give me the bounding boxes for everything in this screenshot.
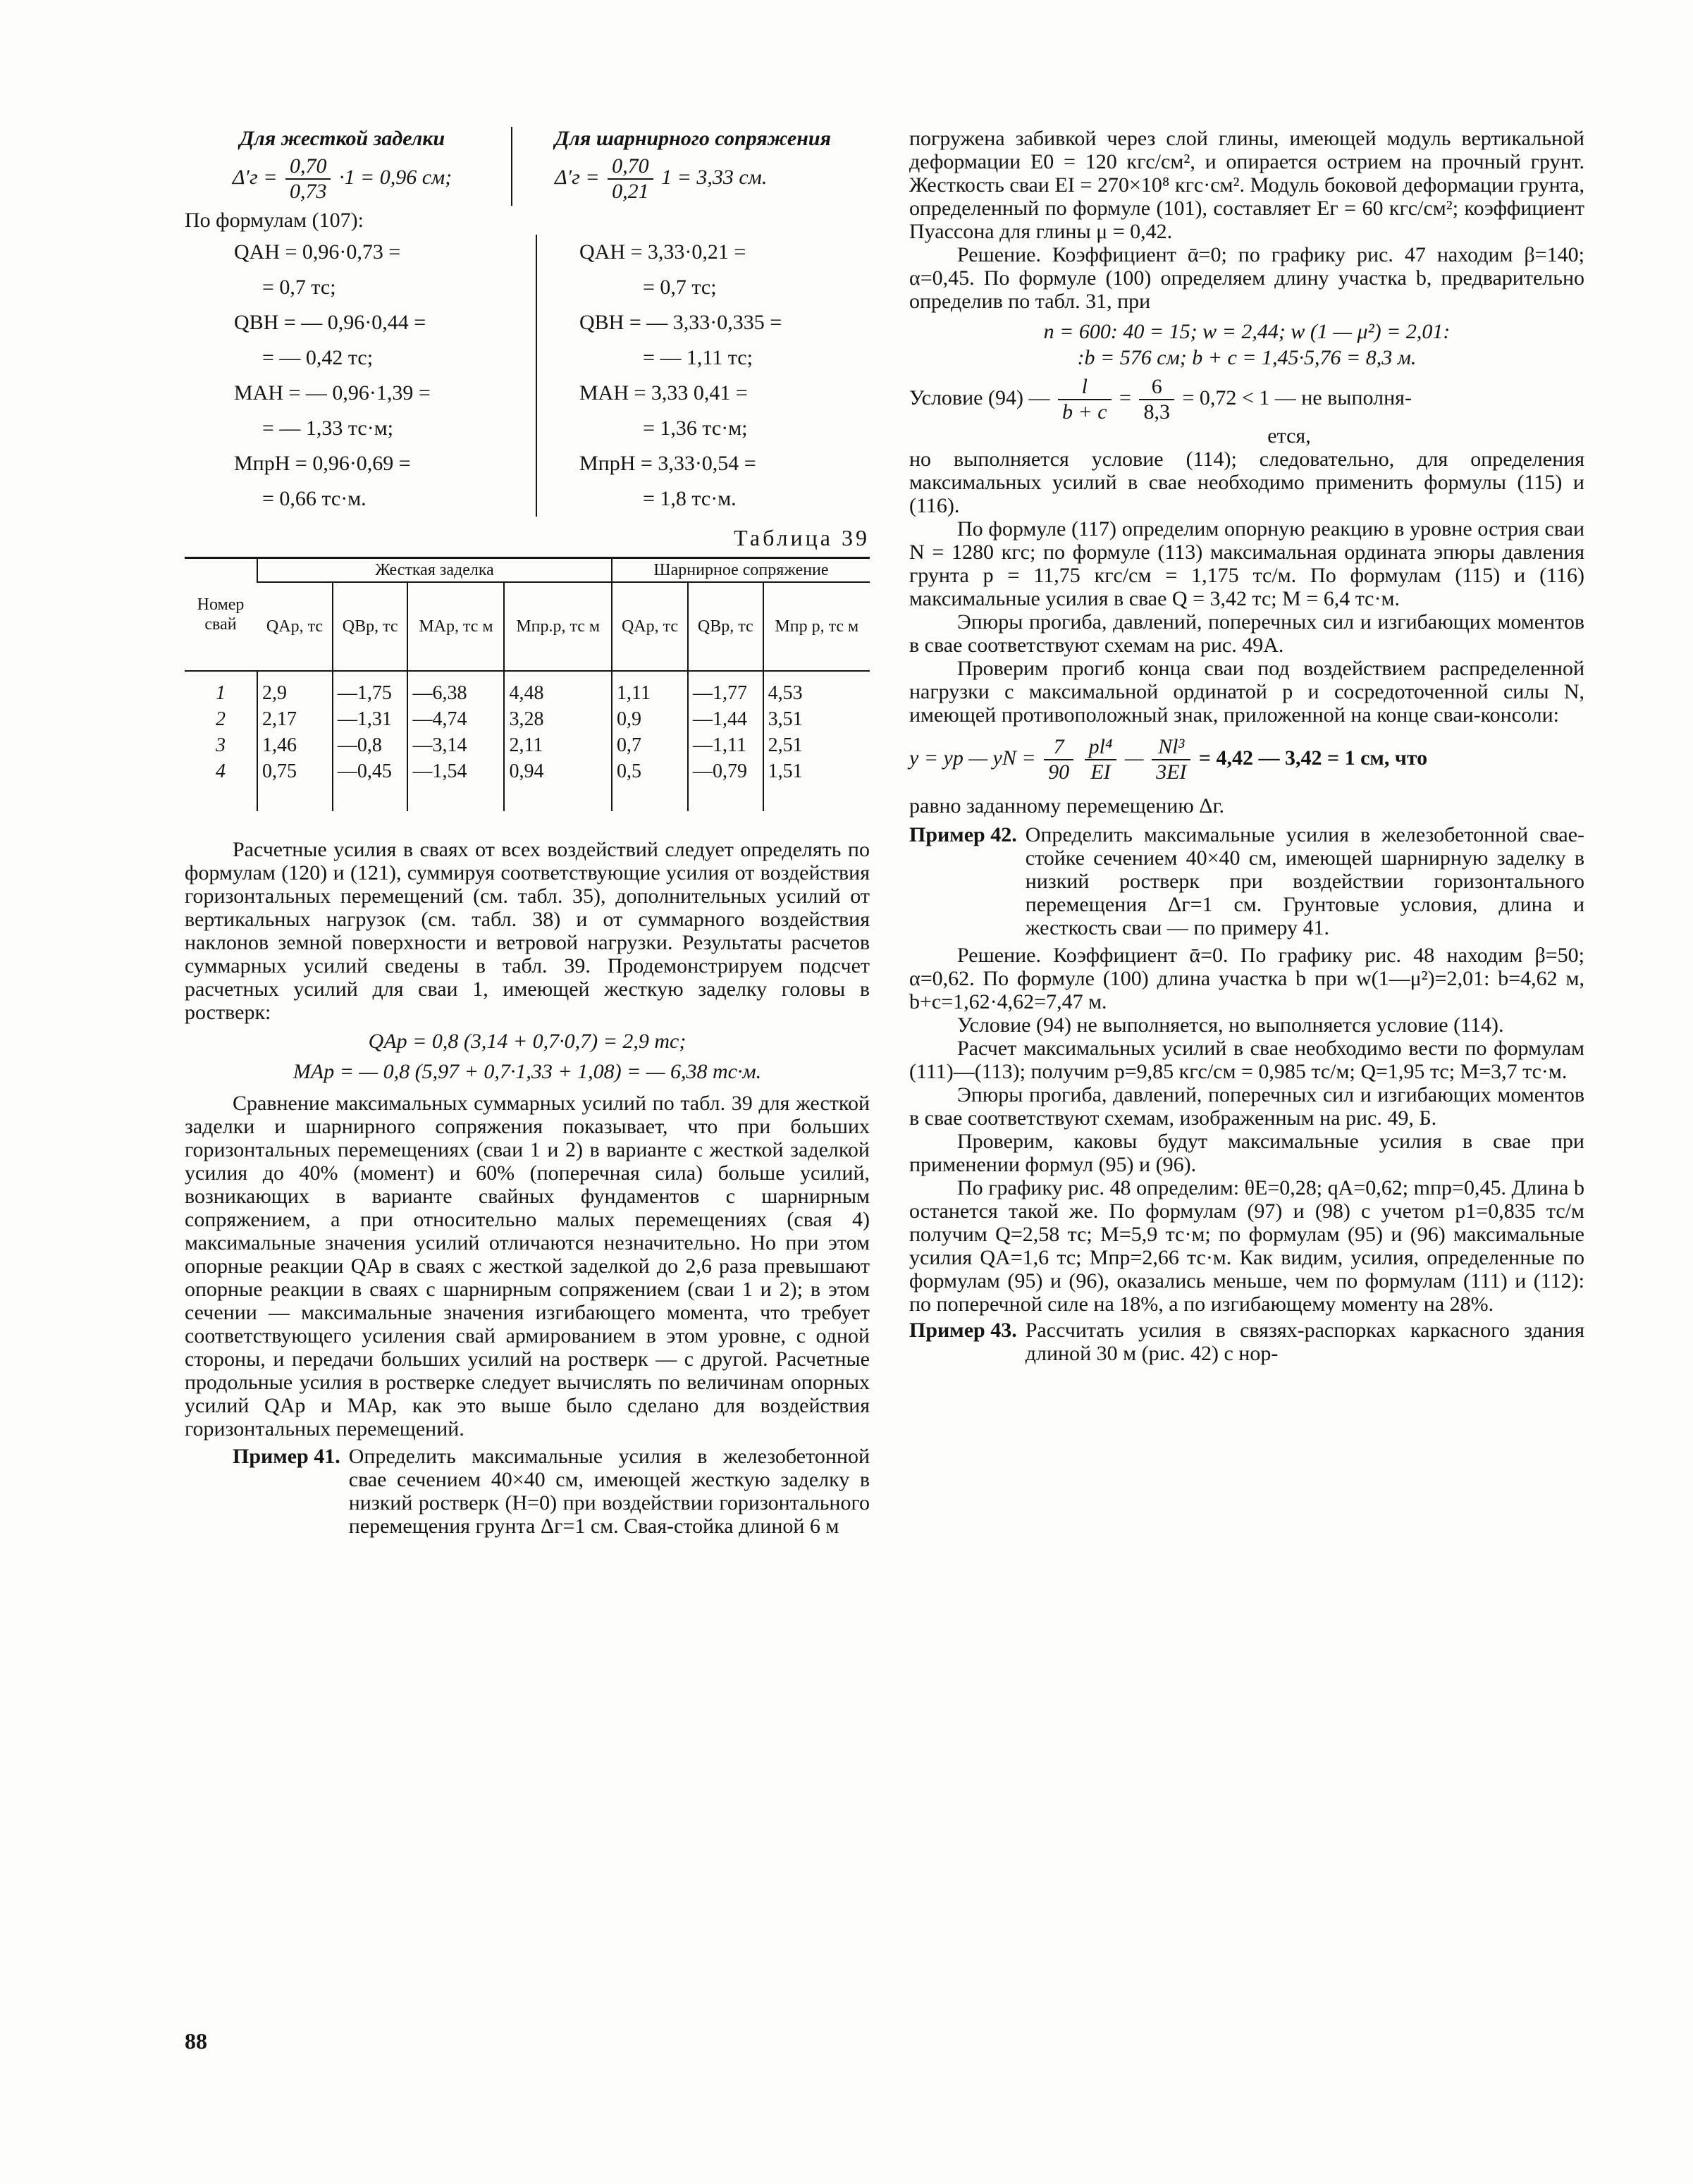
hinged-f-3: = — 1,11 тс;	[643, 346, 753, 369]
paragraph: По формуле (117) определим опорную реакцию в уровне острия сваи N = 1280 кгс; по формуле (113) максимальная ордината эпюры давления грунта p = 11,75 кгс/см = 1,175 тс/м. По формулам (115) и (116) максимальные усилия в свае Q = 3,42 тс; M = 6,4 тс·м.	[909, 517, 1584, 610]
cell: —4,74	[407, 706, 504, 732]
col-header: QAр, тс	[612, 582, 688, 671]
right-column	[909, 127, 1584, 1365]
col-header: MAр, тс м	[407, 582, 504, 671]
hinged-header: Для шарнирного сопряжения	[555, 127, 831, 150]
rigid-107	[185, 235, 537, 517]
equation: MAр = — 0,8 (5,97 + 0,7·1,33 + 1,08) = — 6,38 тс·м.	[293, 1060, 762, 1083]
col-header: Mпр.р, тс м	[504, 582, 612, 671]
cell: —0,8	[333, 732, 408, 758]
cell: 0,5	[612, 758, 688, 811]
cell: 0,7	[612, 732, 688, 758]
cell: —3,14	[407, 732, 504, 758]
paragraph: Эпюры прогиба, давлений, поперечных сил и изгибающих моментов в свае соответствуют схемам, изображенным на рис. 49, Б.	[909, 1083, 1584, 1130]
rigid-header: Для жесткой заделки	[239, 127, 445, 150]
condition-tail: ется,	[1267, 424, 1311, 448]
paragraph: Сравнение максимальных суммарных усилий по табл. 39 для жесткой заделки и шарнирного сопряжения показывает, что при больших горизонтальных перемещениях (сваи 1 и 2) в варианте с жесткой заделкой усилия до 40% (момент) и 60% (поперечная сила) больше усилий, возникающих в варианте свайных фундаментов с шарнирным сопряжением, а при относительно малых перемещениях (свая 4) максимальные значения усилий отличаются незначительно. Но при этом опорные реакции QAр в сваях с жесткой заделкой до 2,6 раза превышают опорные реакции в сваях с шарнирным сопряжением (сваи 1 и 2); в этом сечении — максимальные значения изгибающего момента, что требует соответствующего усиления свай армированием в этом уровне, с одной стороны, и передачи больших усилий на ростверк — с другой. Расчетные продольные усилия в ростверке следует вычислять по величинам опорных усилий QAр и MAр, как это выше было сделано для воздействия горизонтальных перемещений.	[185, 1092, 870, 1440]
page-number: 88	[185, 2028, 207, 2054]
pile-number: 2	[216, 708, 226, 730]
cell: —1,44	[688, 706, 763, 732]
cell: 2,17	[257, 706, 333, 732]
hinged-f-0: QAH = 3,33·0,21 =	[579, 240, 746, 264]
hinged-f-1: = 0,7 тс;	[643, 276, 717, 299]
col-pile-header: Номер свай	[185, 558, 257, 672]
equation: n = 600: 40 = 15; w = 2,44; w (1 — μ²) = 2,01:	[1043, 320, 1451, 343]
cell: 1,46	[257, 732, 333, 758]
rigid-f-1: = 0,7 тс;	[262, 276, 336, 299]
col-header: Mпр р, тс м	[763, 582, 870, 671]
rigid-f-0: QAH = 0,96·0,73 =	[234, 240, 401, 264]
example-label: Пример 43.	[909, 1319, 1017, 1342]
example-label: Пример 41.	[233, 1445, 340, 1468]
cell: 4,48	[504, 671, 612, 706]
cell: —1,75	[333, 671, 408, 706]
paragraph: По графику рис. 48 определим: θE=0,28; qA=0,62; mпр=0,45. Длина b останется такой же. По формулам (97) и (98) с учетом p1=0,835 тс/м получим Q=2,58 тс; M=5,9 тс·м; по формулам (95) и (96) максимальные усилия QA=1,6 тс; Mпр=2,66 тс·м. Как видим, усилия, определенные по формулам (95) и (96), оказались меньше, чем по формулам (111) и (112): по поперечной силе на 18%, а по изгибающему моменту на 28%.	[909, 1176, 1584, 1316]
cell: —1,77	[688, 671, 763, 706]
paragraph: Проверим прогиб конца сваи под воздействием распределенной нагрузки с максимальной ординатой p и сосредоточенной силы N, имеющей противоположный знак, приложенной на конце сваи-консоли:	[909, 657, 1584, 727]
rigid-formulas	[185, 127, 512, 206]
solution: Решение. Коэффициент ᾱ=0. По графику рис. 48 находим β=50; α=0,62. По формуле (100) длина участка b при w(1—μ²)=2,01: b=4,62 м, b+c=1,62·4,62=7,47 м.	[909, 944, 1584, 1013]
example-41	[185, 1445, 870, 1538]
hinged-f-5: = 1,36 тс·м;	[643, 417, 748, 440]
cell: 1,11	[612, 671, 688, 706]
formula-comparison-block	[185, 127, 870, 206]
example-text: Определить максимальные усилия в железобетонной свае-стойке сечением 40×40 см, имеющей шарнирную заделку в низкий ростверк при воздействии горизонтального перемещения Δг=1 см. Грунтовые условия, длина и жесткость сваи — по примеру 41.	[1025, 823, 1584, 939]
cell: —0,45	[333, 758, 408, 811]
cell: 0,75	[257, 758, 333, 811]
col-header: QAр, тс	[257, 582, 333, 671]
paragraph: погружена забивкой через слой глины, имеющей модуль вертикальной деформации E0 = 120 кгс/см², и опирается острием на прочный грунт. Жесткость сваи EI = 270×10⁸ кгс·см². Модуль боковой деформации грунта, определенный по формуле (101), составляет Eг = 60 кгс/см²; коэффициент Пуассона для глины μ = 0,42.	[909, 127, 1584, 243]
rigid-delta-formula: Δ′г = $\frac{0,70}{0,73}$ ·1 = 0,96 см;	[232, 154, 453, 203]
hinged-delta-formula: Δ′г = $\frac{0,70}{0,21}$ 1 = 3,33 см.	[555, 154, 768, 203]
pile-number: 3	[216, 734, 226, 756]
hinged-f-7: = 1,8 тс·м.	[643, 487, 737, 510]
cell: —0,79	[688, 758, 763, 811]
hinged-f-2: QBH = — 3,33·0,335 =	[579, 311, 782, 334]
condition-formula: Условие (94) — $\frac{l}{b + c}$ = $\frac{6}{8,3}$ = 0,72 < 1 — не выполня-	[909, 375, 1412, 424]
equation: QAр = 0,8 (3,14 + 0,7·0,7) = 2,9 тс;	[368, 1030, 687, 1053]
rigid-f-6: MпрH = 0,96·0,69 =	[234, 452, 411, 475]
cell: 0,9	[612, 706, 688, 732]
table-title: Таблица 39	[734, 525, 870, 550]
table-row	[185, 732, 870, 758]
hinged-f-4: MAH = 3,33 0,41 =	[579, 381, 748, 405]
hinged-formulas	[512, 127, 870, 206]
example-label: Пример 42.	[909, 823, 1017, 846]
equation: :b = 576 см; b + c = 1,45·5,76 = 8,3 м.	[1077, 346, 1417, 369]
paragraph: Условие (94) не выполняется, но выполняется условие (114).	[957, 1013, 1504, 1037]
example-text: Определить максимальные усилия в железобетонной свае сечением 40×40 см, имеющей жесткую заделку в низкий ростверк (H=0) при воздействии горизонтального перемещения грунта Δг=1 см. Свая-стойка длиной 6 м	[348, 1445, 870, 1538]
paragraph: Расчет максимальных усилий в свае необходимо вести по формулам (111)—(113); получим p=9,85 кгс/см = 0,985 тс/м; Q=1,95 тс; M=3,7 тс·м.	[909, 1037, 1584, 1083]
example-text: Рассчитать усилия в связях-распорках каркасного здания длиной 30 м (рис. 42) с нор-	[1025, 1319, 1584, 1365]
rigid-f-4: MAH = — 0,96·1,39 =	[234, 381, 431, 405]
rigid-f-7: = 0,66 тс·м.	[262, 487, 367, 510]
solution: Решение. Коэффициент ᾱ=0; по графику рис. 47 находим β=140; α=0,45. По формуле (100) определяем длину участка b, предварительно определив по табл. 31, при	[909, 243, 1584, 313]
example-42	[909, 823, 1584, 939]
pile-number: 4	[216, 760, 226, 782]
col-header: QBр, тс	[688, 582, 763, 671]
cell: 1,51	[763, 758, 870, 811]
paragraph: Проверим, каковы будут максимальные усилия в свае при применении формул (95) и (96).	[909, 1130, 1584, 1176]
cell: 0,94	[504, 758, 612, 811]
table-39	[185, 557, 870, 811]
cell: —6,38	[407, 671, 504, 706]
cell: 2,51	[763, 732, 870, 758]
paragraph: Расчетные усилия в сваях от всех воздействий следует определять по формулам (120) и (121), суммируя соответствующие усилия от воздействия горизонтальных перемещений (см. табл. 35), дополнительных усилий от вертикальных нагрузок (см. табл. 38) и от суммарного воздействия наклонов земной поверхности и ветровой нагрузки. Результаты расчетов суммарных усилий сведены в табл. 39. Продемонстрируем подсчет расчетных усилий для сваи 1, имеющей жесткую заделку головы в ростверк:	[185, 838, 870, 1024]
table-row	[185, 706, 870, 732]
cell: 2,9	[257, 671, 333, 706]
cell: 2,11	[504, 732, 612, 758]
paragraph: Эпюры прогиба, давлений, поперечных сил и изгибающих моментов в свае соответствуют схемам на рис. 49А.	[909, 610, 1584, 657]
rigid-f-2: QBH = — 0,96·0,44 =	[234, 311, 426, 334]
group-rigid-header: Жесткая заделка	[257, 558, 612, 583]
cell: 3,51	[763, 706, 870, 732]
example-43	[909, 1319, 1584, 1365]
paragraph: равно заданному перемещению Δг.	[909, 794, 1224, 818]
paragraph: но выполняется условие (114); следовательно, для определения максимальных усилий в свае необходимо применить формулы (115) и (116).	[909, 448, 1584, 517]
group-hinged-header: Шарнирное сопряжение	[612, 558, 870, 583]
cell: —1,54	[407, 758, 504, 811]
hinged-107	[537, 235, 870, 517]
hinged-f-6: MпрH = 3,33·0,54 =	[579, 452, 756, 475]
table-row	[185, 758, 870, 811]
cell: 4,53	[763, 671, 870, 706]
col-header: QBр, тс	[333, 582, 408, 671]
formula-107-block	[185, 235, 870, 517]
cell: —1,31	[333, 706, 408, 732]
deflection-formula: y = yp — yN = $\frac{7}{90}$ $\frac{\text{pl⁴}}{EI}$ — $\frac{\text{Nl³}}{3EI}$ = 4,42 — 3,42 = 1 см, что	[909, 735, 1428, 784]
pile-number: 1	[216, 682, 226, 704]
cell: —1,11	[688, 732, 763, 758]
formulas-label: По формулам (107):	[185, 209, 364, 232]
rigid-f-3: = — 0,42 тс;	[262, 346, 374, 369]
left-column	[185, 127, 870, 1538]
table-row	[185, 671, 870, 706]
cell: 3,28	[504, 706, 612, 732]
rigid-f-5: = — 1,33 тс·м;	[262, 417, 394, 440]
